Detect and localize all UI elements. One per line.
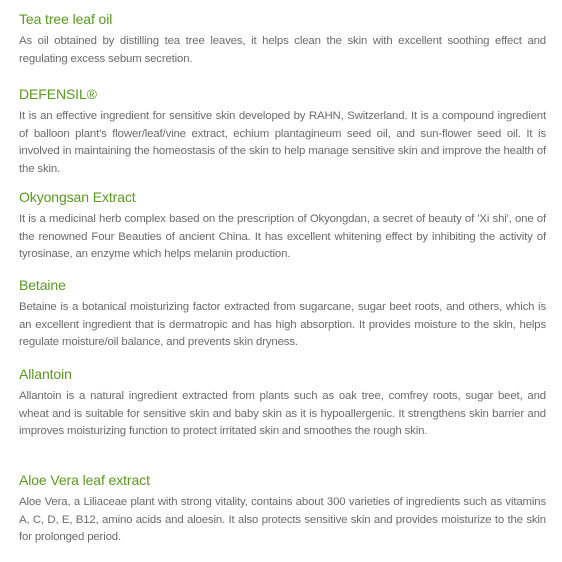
- ingredient-title: Allantoin: [19, 366, 72, 382]
- ingredient-description: It is an effective ingredient for sensitive skin developed by RAHN, Switzerland. It is a compound ingredient of balloon plant's flower/leaf/vine extract, echium plantagineum seed oil, and sun-flower seed oil. It is involved in maintaining the homeostasis of the skin to help manage sensitive skin and improve the health of the skin.: [19, 110, 546, 175]
- ingredient-title: DEFENSIL®: [19, 86, 97, 102]
- ingredient-betaine: [19, 276, 546, 352]
- ingredient-title: Betaine: [19, 277, 66, 293]
- ingredient-title: Okyongsan Extract: [19, 189, 136, 205]
- ingredient-aloe-vera-leaf-extract: [19, 471, 546, 547]
- ingredient-description: Aloe Vera, a Liliaceae plant with strong vitality, contains about 300 varieties of ingredients such as vitamins A, C, D, E, B12, amino acids and aloesin. It also protects sensitive skin and provides moisturize to the skin for prolonged period.: [19, 496, 546, 544]
- ingredient-defensil: [19, 85, 546, 178]
- ingredient-description: Allantoin is a natural ingredient extracted from plants such as oak tree, comfrey roots, sugar beet, and wheat and is suitable for sensitive skin and baby skin as it is hypoallergenic. It strengthens skin barrier and improves moisturizing function to protect irritated skin and smoothes the rough skin.: [19, 390, 546, 438]
- ingredient-allantoin: [19, 365, 546, 441]
- ingredient-title: Tea tree leaf oil: [19, 11, 113, 27]
- ingredient-description: It is a medicinal herb complex based on the prescription of Okyongdan, a secret of beauty of 'Xi shi', one of the renowned Four Beauties of ancient China. It has excellent whitening effect by inhibiting the activity of tyrosinase, an enzyme which helps melanin production.: [19, 213, 546, 261]
- ingredient-description: Betaine is a botanical moisturizing factor extracted from sugarcane, sugar beet roots, and others, which is an excellent ingredient that is dermatropic and has high absorption. It provides moisture to the skin, helps regulate moisture/oil balance, and prevents skin dryness.: [19, 301, 546, 349]
- ingredient-okyongsan-extract: [19, 188, 546, 264]
- ingredient-title: Aloe Vera leaf extract: [19, 472, 150, 488]
- ingredient-description: As oil obtained by distilling tea tree leaves, it helps clean the skin with excellent soothing effect and regulating excess sebum secretion.: [19, 35, 546, 65]
- ingredient-tea-tree-leaf-oil: [19, 10, 546, 68]
